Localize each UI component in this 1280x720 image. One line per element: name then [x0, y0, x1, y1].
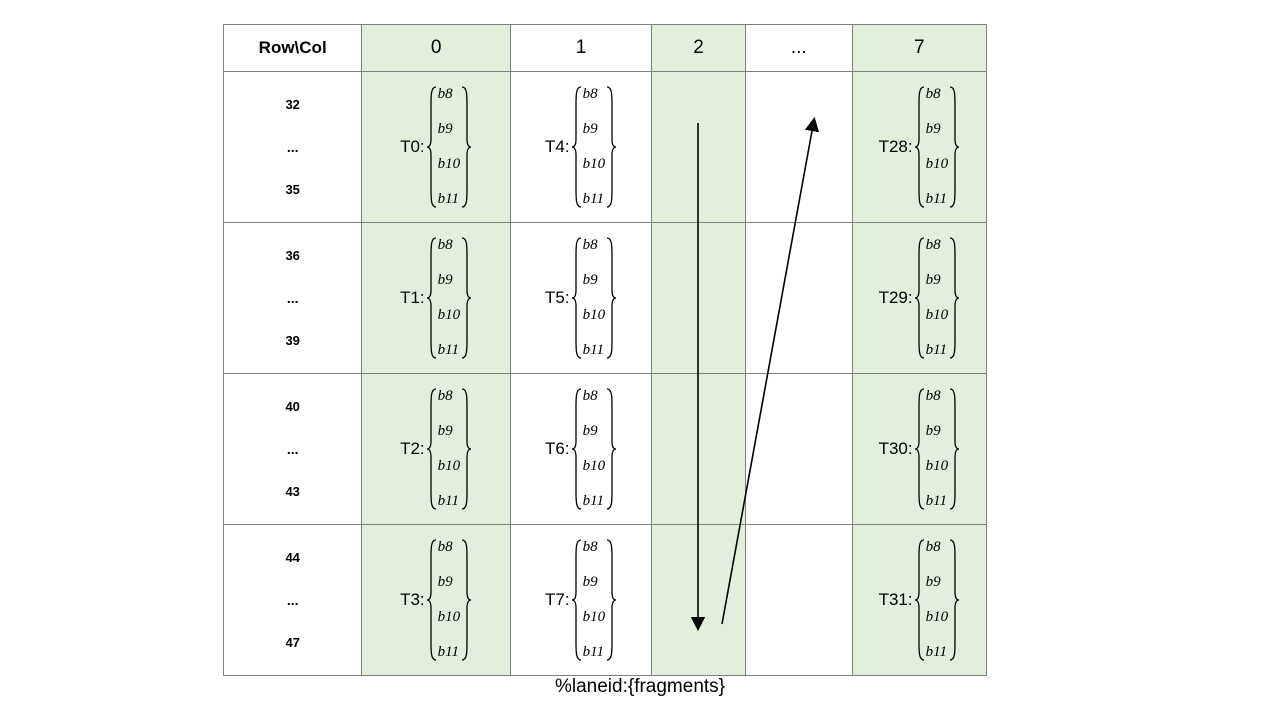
right-brace-icon: [949, 538, 960, 662]
fragment-value: b11: [925, 493, 947, 509]
row-index-ellipsis: ...: [286, 440, 299, 457]
fragment-value: b9: [437, 574, 453, 590]
thread-label: T29:: [878, 288, 913, 307]
table-row: [224, 374, 987, 525]
fragment-value: b10: [582, 609, 606, 625]
thread-label: T4:: [545, 137, 570, 156]
fragment-value: b11: [437, 493, 460, 509]
thread-cell-empty: [745, 525, 852, 676]
fragment-value: b9: [582, 272, 598, 288]
fragment-value: b8: [582, 237, 598, 253]
thread-cell-t7: [510, 525, 651, 676]
thread-cell-t6: [510, 374, 651, 525]
fragment-value: b9: [925, 272, 941, 288]
header-col-1-label: 1: [575, 37, 587, 58]
right-brace-icon: [606, 236, 617, 360]
row-index-end: 47: [285, 634, 300, 650]
brace-group: [571, 85, 618, 209]
fragment-value: b9: [437, 423, 453, 439]
fragment-value: b9: [925, 574, 941, 590]
fragment-value: b10: [437, 458, 461, 474]
right-brace-icon: [461, 85, 472, 209]
right-brace-icon: [949, 387, 960, 511]
left-brace-icon: [571, 538, 582, 662]
thread-label: T0:: [400, 137, 425, 156]
brace-group: [571, 538, 618, 662]
header-col-ellipsis: [745, 25, 852, 72]
thread-cell-t29: [852, 223, 986, 374]
brace-group: [571, 236, 618, 360]
brace-group: [426, 85, 473, 209]
left-brace-icon: [571, 387, 582, 511]
fragment-value: b8: [582, 86, 598, 102]
fragment-value: b9: [925, 121, 941, 137]
brace-group: [571, 387, 618, 511]
fragment-value: b10: [925, 458, 949, 474]
table-row: [224, 525, 987, 676]
fragment-value: b11: [582, 191, 604, 207]
left-brace-icon: [914, 236, 925, 360]
fragment-value: b10: [582, 458, 606, 474]
fragment-value: b8: [925, 86, 941, 102]
fragment-value: b11: [582, 493, 604, 509]
fragment-value: b11: [925, 342, 947, 358]
row-index-cell: [224, 374, 362, 525]
table-header-row: [224, 25, 987, 72]
fragment-value: b10: [582, 307, 606, 323]
table-row: [224, 223, 987, 374]
fragment-value: b10: [582, 156, 606, 172]
fragment-value: b10: [437, 307, 461, 323]
left-brace-icon: [426, 85, 437, 209]
thread-label: T28:: [878, 137, 913, 156]
header-col-0: [362, 25, 511, 72]
header-col-1: [510, 25, 651, 72]
fragment-value: b10: [925, 156, 949, 172]
thread-label: T2:: [400, 439, 425, 458]
fragment-value: b8: [925, 388, 941, 404]
left-brace-icon: [914, 85, 925, 209]
fragment-value: b9: [582, 574, 598, 590]
table-row: [224, 72, 987, 223]
left-brace-icon: [426, 236, 437, 360]
fragment-layout-diagram: [223, 24, 987, 670]
row-index-cell: [224, 525, 362, 676]
right-brace-icon: [606, 538, 617, 662]
fragment-table: [223, 24, 987, 676]
row-index-ellipsis: ...: [286, 289, 299, 306]
left-brace-icon: [571, 85, 582, 209]
header-col-ellipsis-label: ...: [790, 37, 807, 58]
thread-cell-t0: [362, 72, 511, 223]
row-index-start: 36: [285, 248, 300, 264]
fragment-value: b8: [437, 539, 453, 555]
header-col-2: [652, 25, 746, 72]
fragment-value: b11: [437, 342, 460, 358]
header-col-0-label: 0: [430, 37, 442, 58]
right-brace-icon: [949, 85, 960, 209]
brace-group: [914, 236, 961, 360]
fragment-value: b11: [925, 191, 947, 207]
fragment-value: b9: [437, 272, 453, 288]
thread-cell-empty: [652, 72, 746, 223]
row-index-start: 44: [285, 550, 300, 566]
row-index-cell: [224, 223, 362, 374]
fragment-value: b8: [925, 539, 941, 555]
thread-cell-t4: [510, 72, 651, 223]
header-col-7-label: 7: [914, 37, 925, 58]
fragment-value: b9: [582, 121, 598, 137]
header-col-7: [852, 25, 986, 72]
fragment-value: b10: [437, 609, 461, 625]
fragment-value: b11: [582, 644, 604, 660]
row-index-ellipsis: ...: [286, 591, 299, 608]
thread-cell-empty: [652, 374, 746, 525]
header-row-col-label: Row\Col: [258, 38, 327, 57]
thread-cell-empty: [745, 374, 852, 525]
brace-group: [914, 538, 961, 662]
right-brace-icon: [461, 387, 472, 511]
right-brace-icon: [949, 236, 960, 360]
brace-group: [426, 236, 473, 360]
fragment-value: b8: [437, 86, 453, 102]
row-index-start: 32: [285, 97, 300, 113]
fragment-value: b9: [437, 121, 453, 137]
thread-cell-t1: [362, 223, 511, 374]
left-brace-icon: [426, 538, 437, 662]
thread-cell-empty: [652, 223, 746, 374]
brace-group: [426, 538, 473, 662]
thread-cell-t3: [362, 525, 511, 676]
thread-label: T5:: [545, 288, 570, 307]
thread-cell-t31: [852, 525, 986, 676]
thread-label: T30:: [878, 439, 913, 458]
header-col-2-label: 2: [693, 37, 704, 58]
fragment-value: b10: [437, 156, 461, 172]
thread-cell-t30: [852, 374, 986, 525]
thread-cell-t5: [510, 223, 651, 374]
left-brace-icon: [571, 236, 582, 360]
row-index-cell: [224, 72, 362, 223]
fragment-value: b8: [437, 237, 453, 253]
thread-cell-empty: [745, 72, 852, 223]
diagram-caption: %laneid:{fragments}: [554, 676, 726, 697]
thread-label: T7:: [545, 590, 570, 609]
row-index-end: 35: [285, 181, 300, 197]
fragment-value: b11: [437, 191, 460, 207]
left-brace-icon: [914, 387, 925, 511]
fragment-value: b10: [925, 307, 949, 323]
thread-label: T31:: [878, 590, 913, 609]
thread-cell-empty: [745, 223, 852, 374]
row-index-end: 39: [285, 332, 300, 348]
thread-cell-t2: [362, 374, 511, 525]
row-index-ellipsis: ...: [286, 138, 299, 155]
row-index-end: 43: [285, 483, 300, 499]
thread-cell-t28: [852, 72, 986, 223]
thread-label: T3:: [400, 590, 425, 609]
thread-cell-empty: [652, 525, 746, 676]
brace-group: [914, 387, 961, 511]
fragment-value: b11: [437, 644, 460, 660]
fragment-value: b8: [582, 539, 598, 555]
left-brace-icon: [426, 387, 437, 511]
fragment-value: b11: [582, 342, 604, 358]
thread-label: T1:: [400, 288, 425, 307]
fragment-value: b11: [925, 644, 947, 660]
right-brace-icon: [606, 85, 617, 209]
fragment-value: b8: [925, 237, 941, 253]
right-brace-icon: [461, 236, 472, 360]
fragment-value: b9: [925, 423, 941, 439]
thread-label: T6:: [545, 439, 570, 458]
fragment-value: b9: [582, 423, 598, 439]
right-brace-icon: [606, 387, 617, 511]
fragment-value: b10: [925, 609, 949, 625]
fragment-value: b8: [582, 388, 598, 404]
brace-group: [426, 387, 473, 511]
brace-group: [914, 85, 961, 209]
left-brace-icon: [914, 538, 925, 662]
fragment-value: b8: [437, 388, 453, 404]
header-row-col: [224, 25, 362, 72]
row-index-start: 40: [285, 399, 300, 415]
right-brace-icon: [461, 538, 472, 662]
